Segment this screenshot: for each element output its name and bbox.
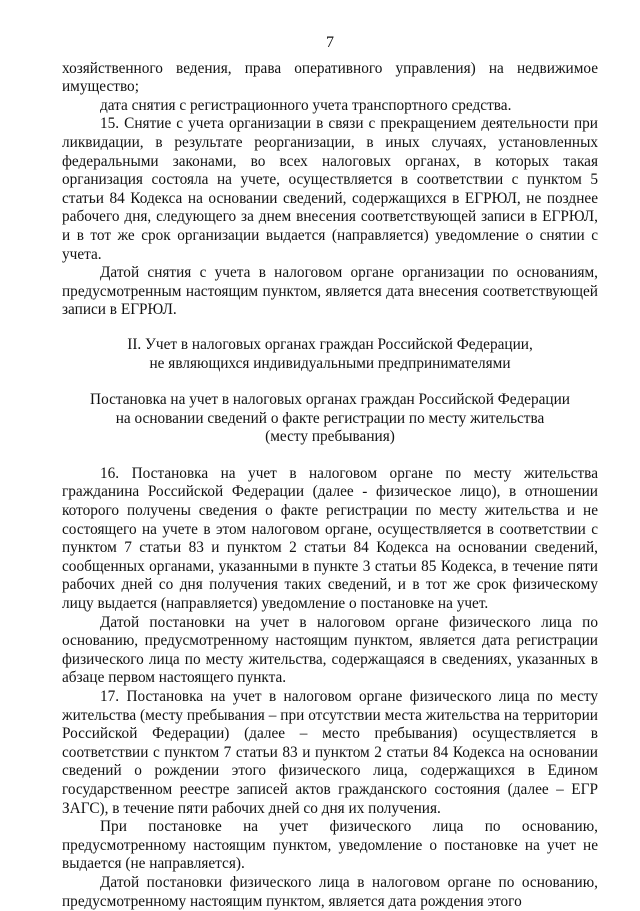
- document-page: [62, 34, 598, 911]
- paragraph-item-16-date: Датой постановки на учет в налоговом органе физического лица по основанию, предусмотренному настоящим пунктом, является дата регистрации физического лица по месту жительства, содержащаяся в сведениях, указанных в абзаце первом настоящего пункта.: [62, 613, 598, 687]
- subsection-title-line: на основании сведений о факте регистрации по месту жительства: [115, 409, 545, 427]
- page-number: 7: [326, 34, 334, 51]
- subsection-title-line: Постановка на учет в налоговых органах граждан Российской Федерации: [90, 391, 570, 409]
- section-title: [62, 336, 598, 373]
- paragraph-item-17: 17. Постановка на учет в налоговом органе физического лица по месту жительства (месту пребывания – при отсутствии места жительства на территории Российской Федерации) (далее – место пребывания) осуществляется в соответствии с пунктом 7 статьи 83 и пунктом 2 статьи 84 Кодекса на основании сведений о рождении этого физического лица, содержащихся в Едином государственном реестре записей актов гражданского состояния (далее – ЕГР ЗАГС), в течение пяти рабочих дней со дня их получения.: [62, 688, 598, 817]
- paragraph-item-15-date: Датой снятия с учета в налоговом органе организации по основаниям, предусмотренным настоящим пунктом, является дата внесения соответствующей записи в ЕГРЮЛ.: [62, 264, 598, 319]
- subsection-title-line: (месту пребывания): [265, 428, 395, 446]
- section-title-line: II. Учет в налоговых органах граждан Российской Федерации,: [127, 335, 533, 353]
- subsection-title: [62, 391, 598, 447]
- paragraph-item-17-notice: При постановке на учет физического лица по основанию, предусмотренному настоящим пунктом, уведомление о постановке на учет не выдается (не направляется).: [62, 818, 598, 873]
- paragraph-item-16: 16. Постановка на учет в налоговом органе по месту жительства гражданина Российской Федерации (далее - физическое лицо), в отношении которого получены сведения о факте регистрации по месту жительства и не состоящего на учете в этом налоговом органе, осуществляется в соответствии с пунктом 7 статьи 83 и пунктом 2 статьи 84 Кодекса на основании сведений, сообщенных органами, указанными в пункте 3 статьи 85 Кодекса, в течение пяти рабочих дней со дня получения таких сведений, и в тот же срок физическому лицу выдается (направляется) уведомление о постановке на учет.: [62, 464, 598, 613]
- paragraph-item-15: 15. Снятие с учета организации в связи с прекращением деятельности при ликвидации, в результате реорганизации, в иных случаях, установленных федеральными законами, во всех налоговых органах, в которых такая организация состояла на учете, осуществляется в соответствии с пунктом 5 статьи 84 Кодекса на основании сведений, содержащихся в ЕГРЮЛ, не позднее рабочего дня, следующего за днем внесения соответствующей записи в ЕГРЮЛ, и в тот же срок организации выдается (направляется) уведомление о снятии с учета.: [62, 115, 598, 263]
- paragraph-deregistration-date-vehicle: дата снятия с регистрационного учета транспортного средства.: [100, 96, 512, 114]
- paragraph-item-17-date: Датой постановки физического лица в налоговом органе по основанию, предусмотренному настоящим пунктом, является дата рождения этого: [62, 873, 598, 910]
- paragraph-continuation: хозяйственного ведения, права оперативного управления) на недвижимое имущество;: [62, 59, 598, 96]
- section-title-line: не являющихся индивидуальными предпринимателями: [149, 354, 511, 372]
